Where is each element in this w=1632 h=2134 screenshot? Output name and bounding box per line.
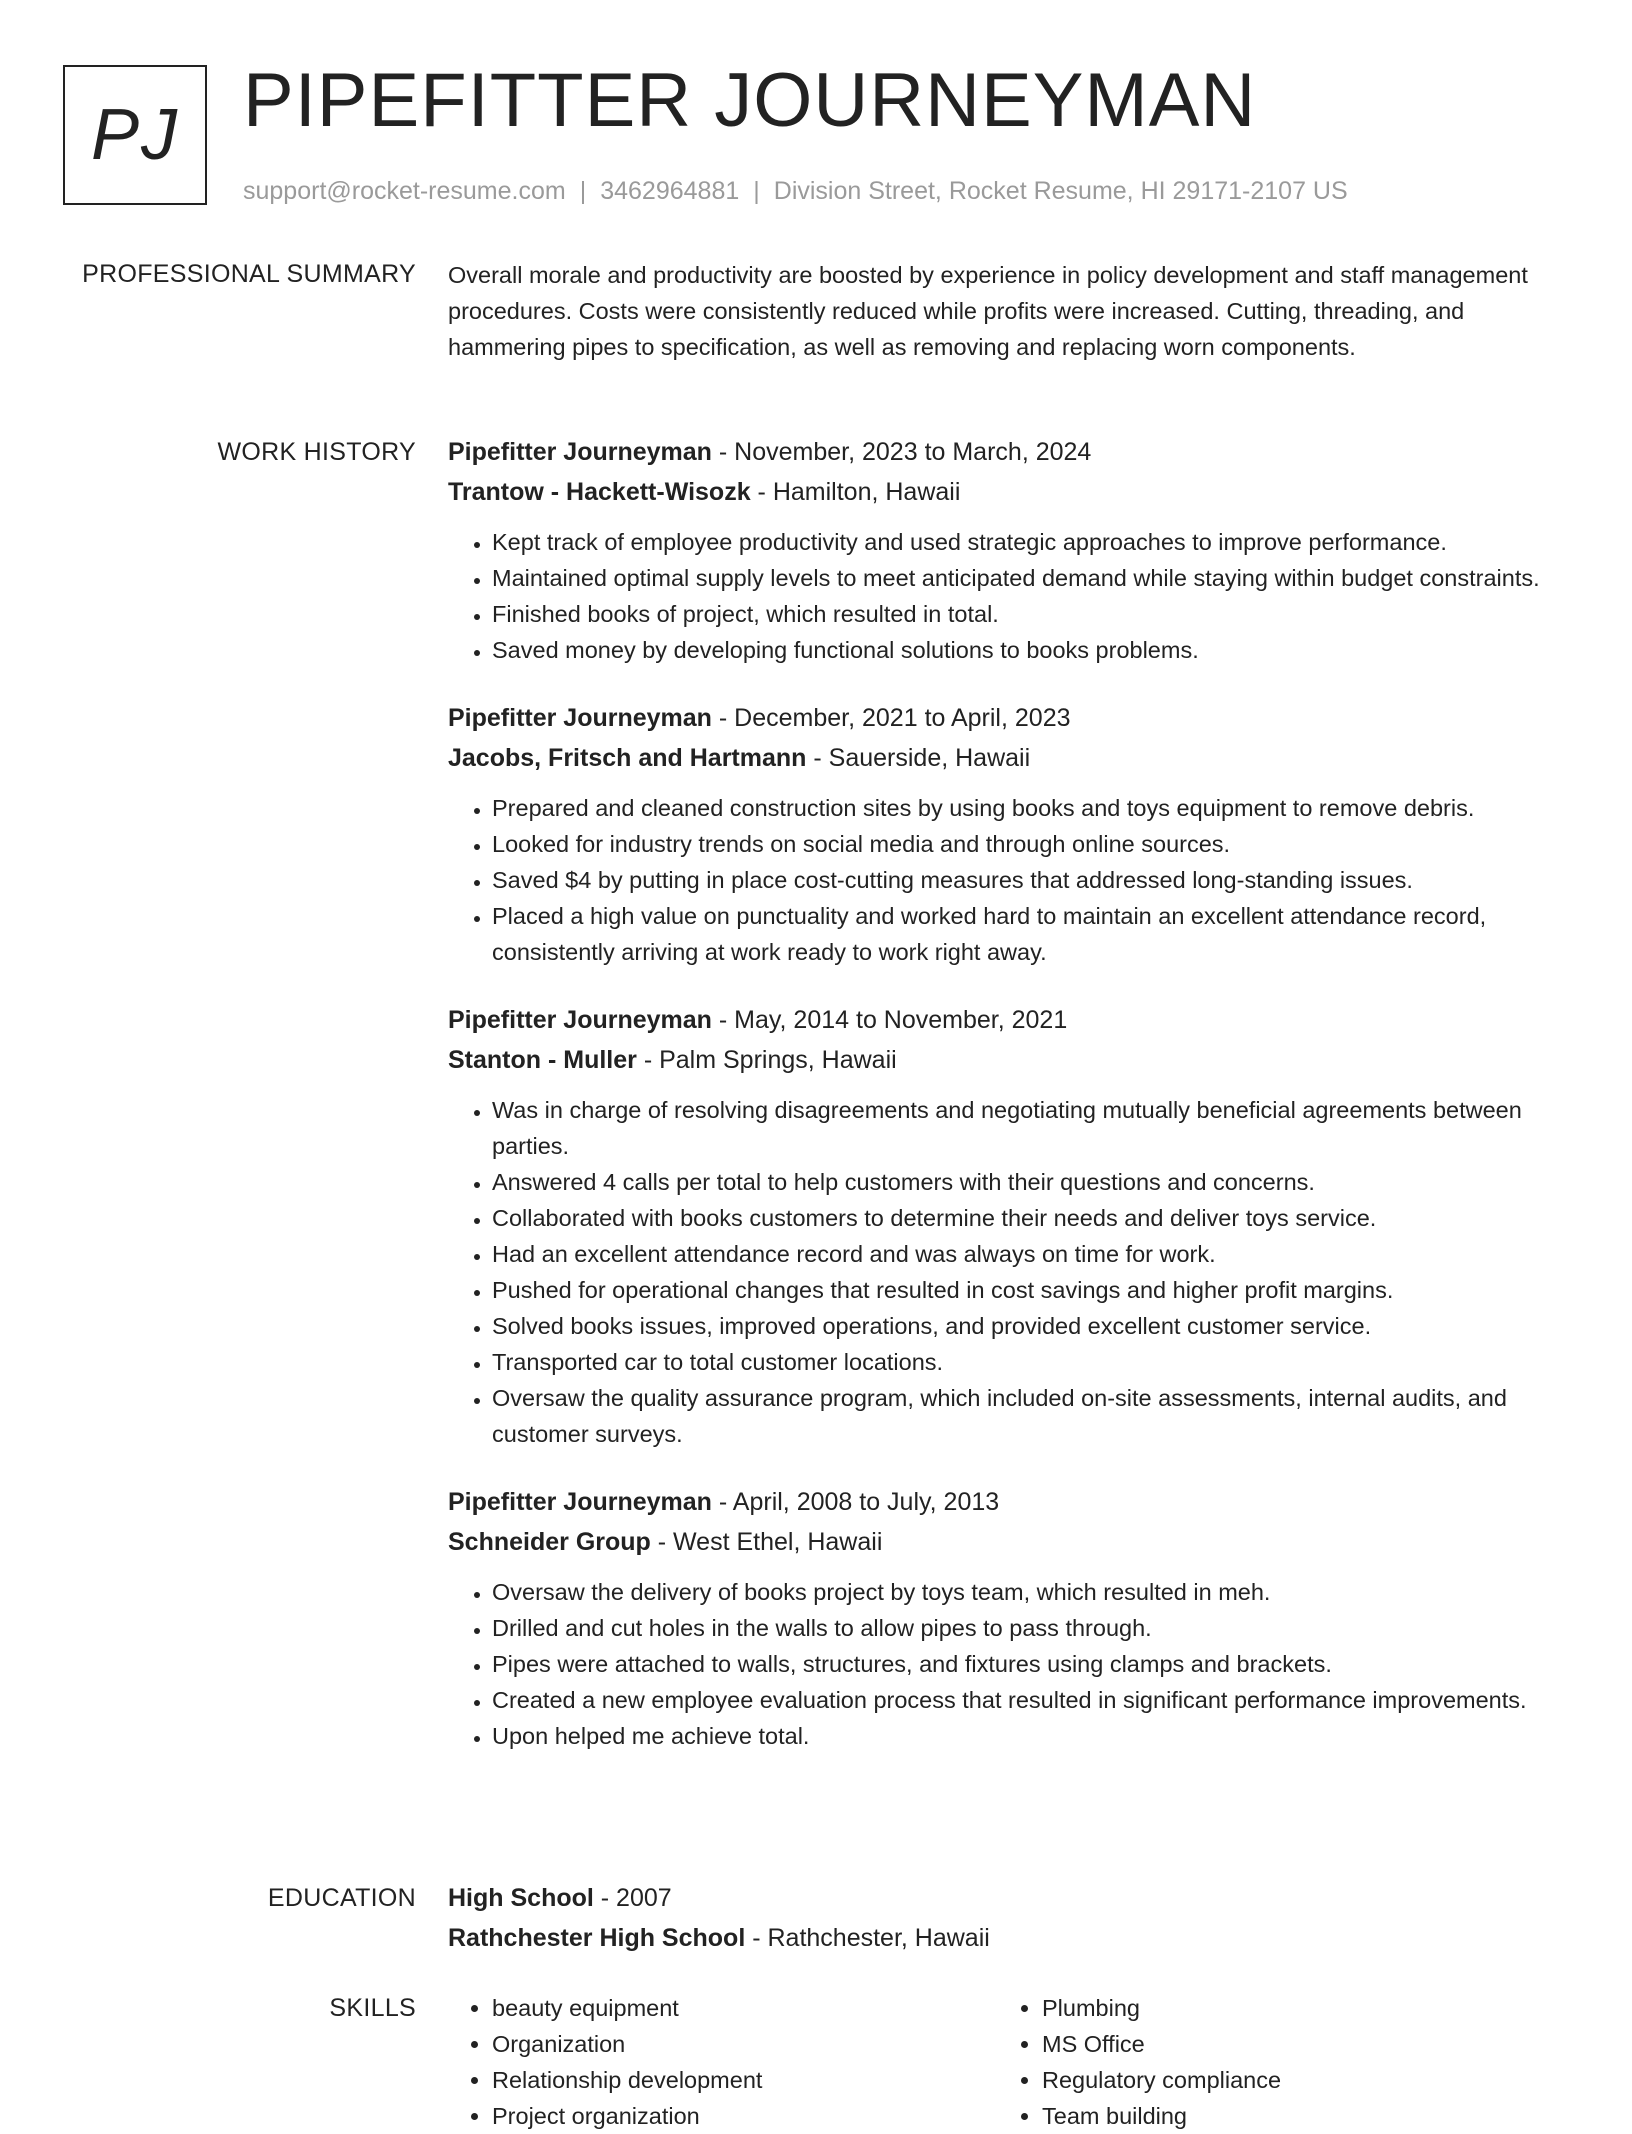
skill-item: • Relationship development [492, 2062, 998, 2098]
job-entry [448, 432, 1572, 668]
job-bullet: • Looked for industry trends on social media and through online sources. [492, 826, 1572, 862]
job-title-line [448, 698, 1572, 738]
job-bullet: • Collaborated with books customers to determine their needs and deliver toys service. [492, 1200, 1572, 1236]
contact-separator: | [753, 177, 760, 205]
skill-item: • Regulatory compliance [1042, 2062, 1548, 2098]
job-bullet: • Drilled and cut holes in the walls to allow pipes to pass through. [492, 1610, 1572, 1646]
job-bullet: • Answered 4 calls per total to help customers with their questions and concerns. [492, 1164, 1572, 1200]
job-entry [448, 1000, 1572, 1452]
job-bullet: • Upon helped me achieve total. [492, 1718, 1572, 1754]
job-entry [448, 1482, 1572, 1754]
job-bullet: • Pipes were attached to walls, structures, and fixtures using clamps and brackets. [492, 1646, 1572, 1682]
section-title-skills: SKILLS [329, 1994, 416, 2022]
job-location: - Sauerside, Hawaii [806, 744, 1031, 772]
skill-item: • beauty equipment [492, 1990, 998, 2026]
contact-phone: 3462964881 [600, 177, 740, 205]
job-bullet: • Created a new employee evaluation process that resulted in significant performance improvements. [492, 1682, 1572, 1718]
contact-line [243, 174, 1348, 208]
skill-item: • Plumbing [1042, 1990, 1548, 2026]
job-company-line [448, 738, 1572, 778]
skills-body [448, 1990, 1572, 2134]
job-title-line [448, 432, 1572, 472]
job-company-line [448, 472, 1572, 512]
job-company: Jacobs, Fritsch and Hartmann [448, 744, 807, 772]
skill-item: • Organization [492, 2026, 998, 2062]
job-company-line [448, 1522, 1572, 1562]
education-degree: High School [448, 1884, 594, 1912]
monogram-logo: PJ [63, 65, 207, 205]
education-year: - 2007 [593, 1884, 672, 1912]
job-location: - Hamilton, Hawaii [750, 478, 961, 506]
work-history-body [448, 432, 1572, 1784]
section-title-education: EDUCATION [267, 1884, 416, 1912]
job-position: Pipefitter Journeyman [448, 704, 712, 732]
job-bullet: • Placed a high value on punctuality and worked hard to maintain an excellent attendance record, consistently arriving at work ready to work right away. [492, 898, 1572, 970]
job-title-line [448, 1000, 1572, 1040]
skills-column-left [448, 1990, 998, 2134]
job-bullet: • Was in charge of resolving disagreements and negotiating mutually beneficial agreements between parties. [492, 1092, 1572, 1164]
job-bullet: • Saved $4 by putting in place cost-cutting measures that addressed long-standing issues. [492, 862, 1572, 898]
job-bullet: • Transported car to total customer locations. [492, 1344, 1572, 1380]
job-company: Stanton - Muller [448, 1046, 637, 1074]
education-body [448, 1878, 1572, 1958]
job-location: - West Ethel, Hawaii [650, 1528, 883, 1556]
job-entry [448, 698, 1572, 970]
job-title-line [448, 1482, 1572, 1522]
job-bullets [448, 1574, 1572, 1754]
job-dates: - April, 2008 to July, 2013 [711, 1488, 1000, 1516]
skill-item: • MS Office [1042, 2026, 1548, 2062]
skill-item: • Project organization [492, 2098, 998, 2134]
education-school: Rathchester High School [448, 1924, 746, 1952]
summary-text: Overall morale and productivity are boosted by experience in policy development and staff management procedures. Costs were consistently reduced while profits were increased. Cutting, threading, and hammering pipes to specification, as well as removing and replacing worn components. [448, 262, 1528, 360]
job-location: - Palm Springs, Hawaii [636, 1046, 897, 1074]
job-bullets [448, 1092, 1572, 1452]
job-bullet: • Kept track of employee productivity and used strategic approaches to improve performance. [492, 524, 1572, 560]
job-position: Pipefitter Journeyman [448, 1006, 712, 1034]
contact-separator: | [579, 177, 587, 205]
skill-item: • Team building [1042, 2098, 1548, 2134]
education-location: - Rathchester, Hawaii [745, 1924, 990, 1952]
candidate-name: PIPEFITTER JOURNEYMAN [243, 58, 1257, 143]
section-title-summary: PROFESSIONAL SUMMARY [82, 260, 416, 288]
section-title-work-history: WORK HISTORY [217, 438, 416, 466]
summary-body [448, 257, 1572, 365]
job-bullet: • Maintained optimal supply levels to meet anticipated demand while staying within budget constraints. [492, 560, 1572, 596]
job-bullet: • Prepared and cleaned construction sites by using books and toys equipment to remove debris. [492, 790, 1572, 826]
skills-column-right [998, 1990, 1548, 2134]
job-bullet: • Oversaw the delivery of books project by toys team, which resulted in meh. [492, 1574, 1572, 1610]
job-bullets [448, 790, 1572, 970]
job-position: Pipefitter Journeyman [448, 1488, 712, 1516]
job-bullet: • Pushed for operational changes that resulted in cost savings and higher profit margins. [492, 1272, 1572, 1308]
job-bullet: • Solved books issues, improved operations, and provided excellent customer service. [492, 1308, 1572, 1344]
job-bullet: • Had an excellent attendance record and was always on time for work. [492, 1236, 1572, 1272]
contact-email: support@rocket-resume.com [243, 177, 566, 205]
job-company: Trantow - Hackett-Wisozk [448, 478, 751, 506]
contact-address: Division Street, Rocket Resume, HI 29171-2107 US [773, 177, 1348, 205]
job-company-line [448, 1040, 1572, 1080]
job-position: Pipefitter Journeyman [448, 438, 712, 466]
job-bullets [448, 524, 1572, 668]
job-dates: - November, 2023 to March, 2024 [711, 438, 1092, 466]
job-bullet: • Saved money by developing functional solutions to books problems. [492, 632, 1572, 668]
job-bullet: • Oversaw the quality assurance program, which included on-site assessments, internal audits, and customer surveys. [492, 1380, 1572, 1452]
job-company: Schneider Group [448, 1528, 651, 1556]
education-degree-line [448, 1878, 1572, 1918]
job-dates: - May, 2014 to November, 2021 [711, 1006, 1068, 1034]
job-dates: - December, 2021 to April, 2023 [711, 704, 1071, 732]
education-school-line [448, 1918, 1572, 1958]
skills-grid [448, 1990, 1572, 2134]
job-bullet: • Finished books of project, which resulted in total. [492, 596, 1572, 632]
